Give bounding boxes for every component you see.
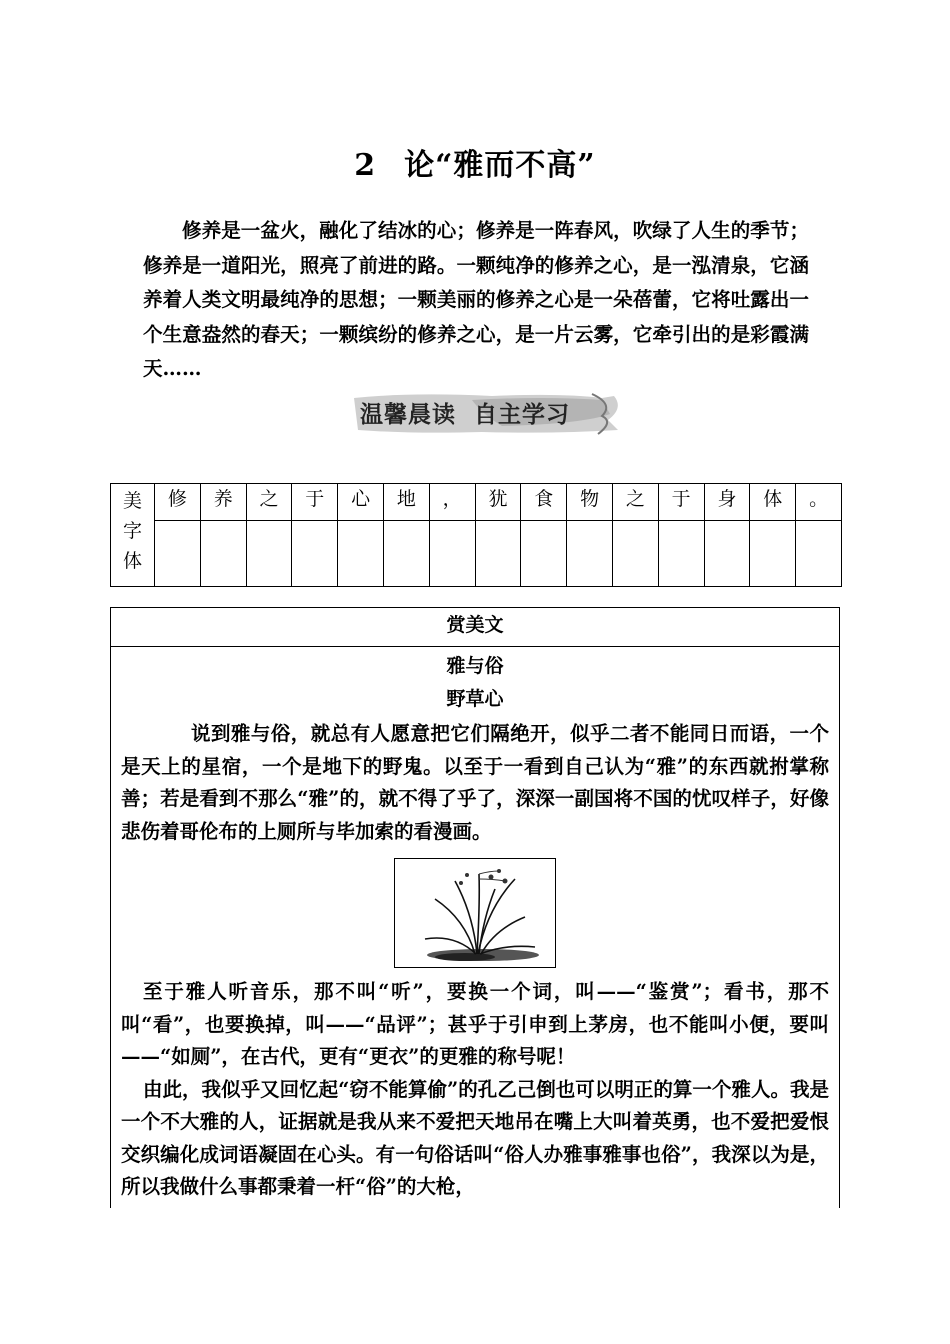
lesson-number: 2 (354, 148, 377, 183)
essay-section-header: 赏美文 (111, 608, 839, 647)
grid-char: 身 (704, 484, 750, 521)
grid-char: 地 (383, 484, 429, 521)
grid-char: 于 (658, 484, 704, 521)
practice-cell[interactable] (292, 521, 338, 587)
essay-author: 野草心 (446, 688, 504, 710)
grid-label (111, 484, 155, 587)
essay-paragraph: 由此，我似乎又回忆起“窃不能算偷”的孔乙己倒也可以明正的算一个雅人。我是一个不大雅的人，证据就是我从来不爱把天地吊在嘴上大叫着英勇，也不爱把爱恨交织编化成词语凝固在心头。有一句俗话叫“俗人办雅事雅事也俗”，我深以为是，所以我做什么事都秉着一杆“俗”的大枪， (121, 1077, 829, 1198)
grid-char: 修 (155, 484, 201, 521)
practice-cell[interactable] (567, 521, 613, 587)
calligraphy-copy-grid (110, 483, 842, 587)
lesson-title (0, 140, 950, 184)
banner-right: 自主学习 (474, 402, 571, 428)
practice-cell[interactable] (658, 521, 704, 587)
practice-cell[interactable] (750, 521, 796, 587)
banner-text (360, 396, 570, 429)
grid-label-char: 字 (122, 520, 142, 542)
practice-cell[interactable] (521, 521, 567, 587)
practice-cell[interactable] (796, 521, 842, 587)
grid-char: 之 (612, 484, 658, 521)
essay-title: 雅与俗 (446, 655, 504, 677)
banner-left: 温馨晨读 (360, 402, 456, 428)
grid-char: 体 (750, 484, 796, 521)
grid-label-char: 体 (122, 550, 142, 572)
grid-char: 于 (292, 484, 338, 521)
practice-cell[interactable] (612, 521, 658, 587)
practice-cell[interactable] (200, 521, 246, 587)
grid-char: 物 (567, 484, 613, 521)
lesson-title-text: 论“雅而不高” (404, 148, 596, 183)
grid-char: 。 (796, 484, 842, 521)
essay-paragraph: 说到雅与俗，就总有人愿意把它们隔绝开，似乎二者不能同日而语，一个是天上的星宿，一个是地下的野鬼。以至于一看到自己认为“雅”的东西就拊掌称善；若是看到不那么“雅”的，就不得了乎了，深深一副国将不国的忧叹样子，好像悲伤着哥伦布的上厕所与毕加索的看漫画。 (121, 722, 829, 843)
grid-label-char: 美 (122, 490, 142, 512)
grid-char: 之 (246, 484, 292, 521)
orchid-illustration (394, 858, 556, 968)
essay-paragraph: 至于雅人听音乐，那不叫“听”，要换一个词，叫——“鉴赏”；看书，那不叫“看”，也要换掉，叫——“品评”；甚乎于引申到上茅房，也不能叫小便，要叫——“如厕”，在古代，更有“更衣”的更雅的称号呢！ (121, 980, 829, 1068)
section-banner (352, 390, 622, 436)
intro-paragraph: 修养是一盆火，融化了结冰的心；修养是一阵春风，吹绿了人生的季节；修养是一道阳光，照亮了前进的路。一颗纯净的修养之心，是一泓清泉，它涵养着人类文明最纯净的思想；一颗美丽的修养之心是一朵蓓蕾，它将吐露出一个生意盎然的春天；一颗缤纷的修养之心，是一片云雾，它牵引出的是彩霞满天…… (143, 219, 809, 380)
grid-char: 犹 (475, 484, 521, 521)
orchid-icon (395, 859, 555, 967)
grid-char: ， (429, 484, 475, 521)
practice-cell[interactable] (704, 521, 750, 587)
practice-cell[interactable] (155, 521, 201, 587)
practice-cell[interactable] (429, 521, 475, 587)
practice-cell[interactable] (383, 521, 429, 587)
essay-box (110, 607, 840, 1208)
grid-char: 食 (521, 484, 567, 521)
practice-cell[interactable] (475, 521, 521, 587)
practice-cell[interactable] (338, 521, 384, 587)
practice-cell[interactable] (246, 521, 292, 587)
grid-char: 心 (338, 484, 384, 521)
grid-char: 养 (200, 484, 246, 521)
